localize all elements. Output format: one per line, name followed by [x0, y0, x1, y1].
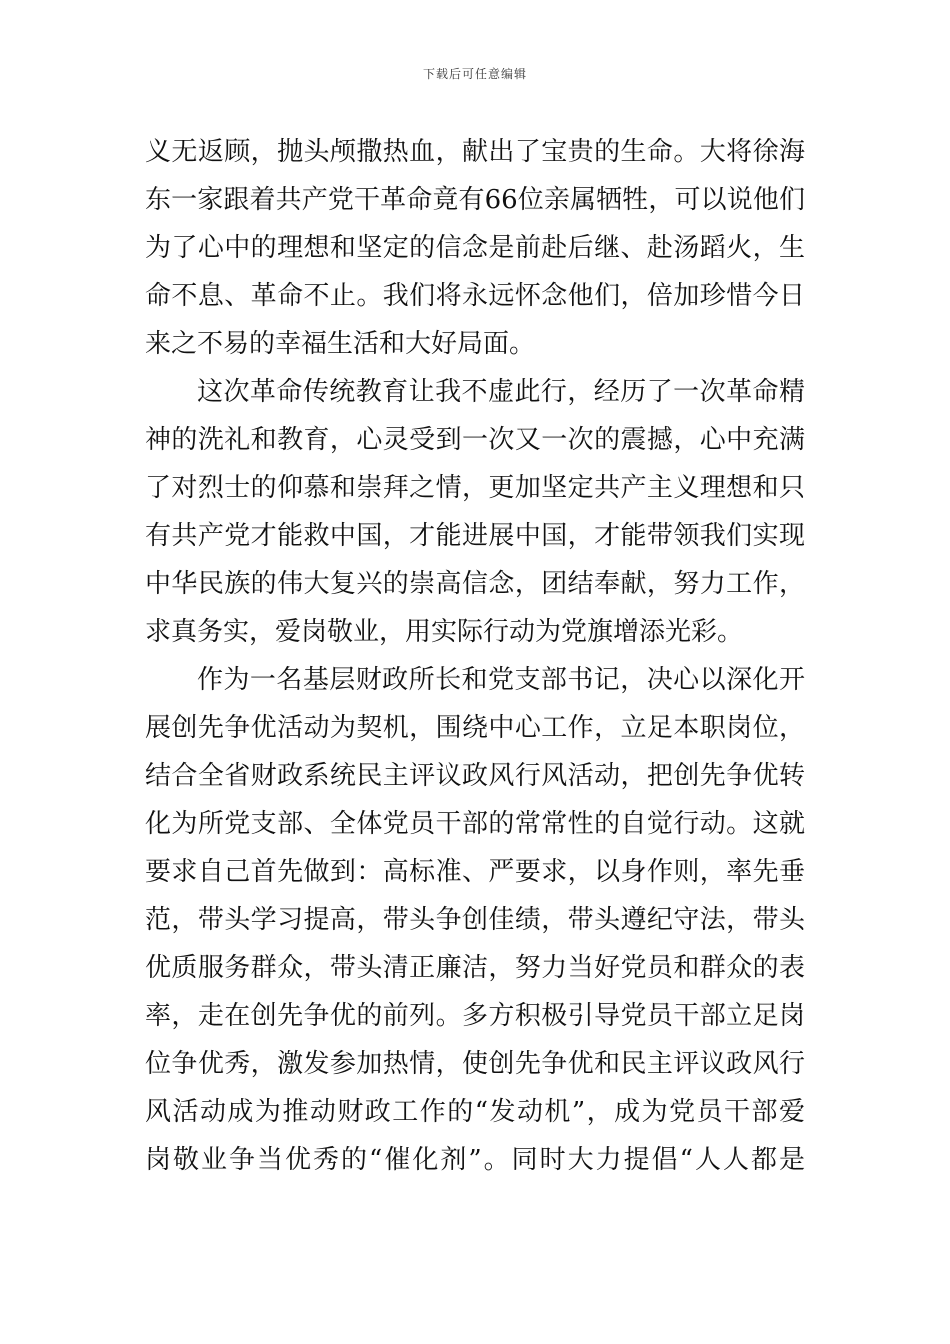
paragraph-2-line-1: 这次革命传统教育让我不虚此行，经历了一次革命精 — [197, 377, 805, 407]
paragraph-3-line-2: 展创先争优活动为契机，围绕中心工作，立足本职岗位， — [145, 713, 805, 743]
document-body — [145, 128, 805, 1184]
paragraph-2-line-4: 有共产党才能救中国，才能进展中国，才能带领我们实现 — [145, 521, 805, 551]
paragraph-2-line-3: 了对烈士的仰慕和崇拜之情，更加坚定共产主义理想和只 — [145, 473, 805, 503]
paragraph-3-line-9: 位争优秀，激发参加热情，使创先争优和民主评议政风行 — [145, 1049, 805, 1079]
paragraph-3-line-8: 率，走在创先争优的前列。多方积极引导党员干部立足岗 — [145, 1001, 805, 1031]
paragraph-3-line-11: 岗敬业争当优秀的“催化剂”。同时大力提倡“人人都是 — [145, 1145, 805, 1175]
paragraph-1-line-5: 来之不易的幸福生活和大好局面。 — [145, 329, 536, 359]
paragraph-3-line-6: 范，带头学习提高，带头争创佳绩，带头遵纪守法，带头 — [145, 905, 805, 935]
paragraph-2-line-5: 中华民族的伟大复兴的崇高信念，团结奉献，努力工作， — [145, 569, 805, 599]
paragraph-3-line-3: 结合全省财政系统民主评议政风行风活动，把创先争优转 — [145, 761, 805, 791]
paragraph-3-line-4: 化为所党支部、全体党员干部的常常性的自觉行动。这就 — [145, 809, 805, 839]
paragraph-2-line-2: 神的洗礼和教育，心灵受到一次又一次的震撼，心中充满 — [145, 425, 805, 455]
paragraph-1-line-1: 义无返顾，抛头颅撒热血，献出了宝贵的生命。大将徐海 — [145, 137, 805, 167]
page-header: 下载后可任意编辑 — [422, 67, 527, 81]
paragraph-1-line-2: 东一家跟着共产党干革命竟有66位亲属牺牲，可以说他们 — [145, 185, 805, 215]
paragraph-3-line-10: 风活动成为推动财政工作的“发动机”，成为党员干部爱 — [145, 1097, 805, 1127]
paragraph-1-line-4: 命不息、革命不止。我们将永远怀念他们，倍加珍惜今日 — [145, 281, 805, 311]
paragraph-3-line-1: 作为一名基层财政所长和党支部书记，决心以深化开 — [197, 665, 805, 695]
paragraph-2-line-6: 求真务实，爱岗敬业，用实际行动为党旗增添光彩。 — [145, 617, 744, 647]
paragraph-1-line-3: 为了心中的理想和坚定的信念是前赴后继、赴汤蹈火，生 — [145, 233, 805, 263]
paragraph-3-line-7: 优质服务群众，带头清正廉洁，努力当好党员和群众的表 — [145, 953, 805, 983]
paragraph-3-line-5: 要求自己首先做到：高标准、严要求，以身作则，率先垂 — [145, 857, 805, 887]
